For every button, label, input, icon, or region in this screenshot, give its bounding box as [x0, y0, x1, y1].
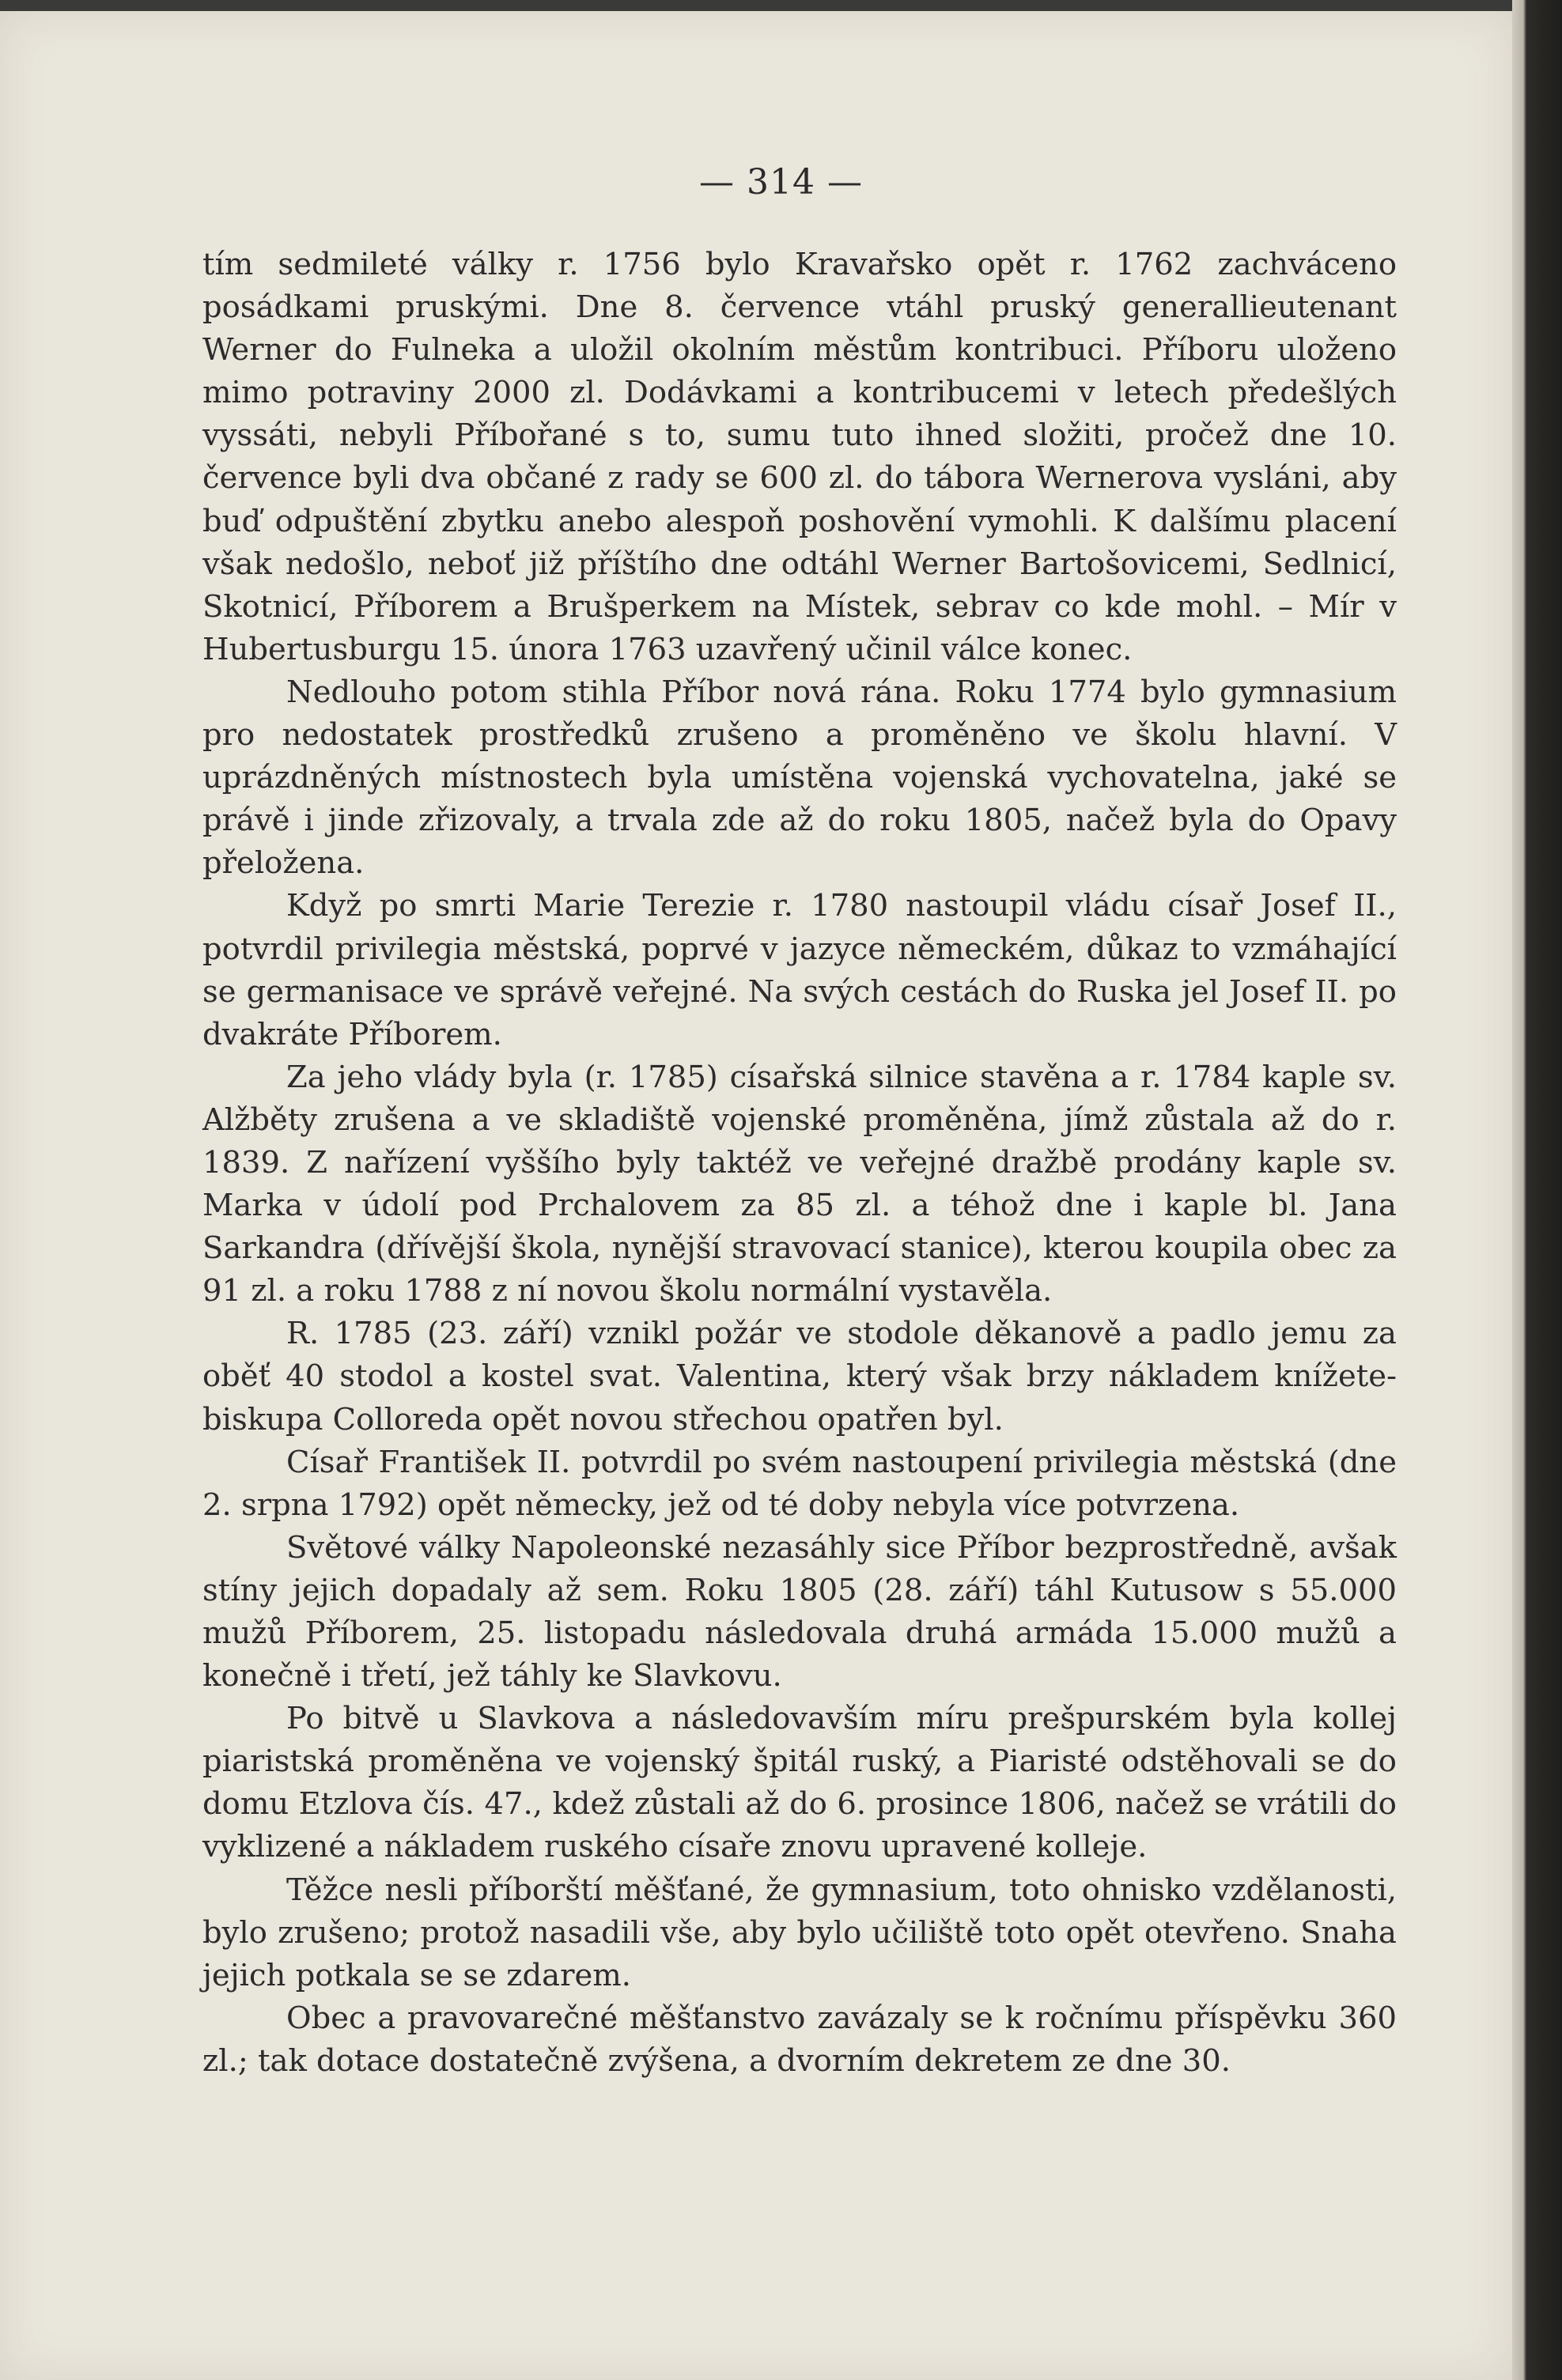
paragraph-4: Za jeho vlády byla (r. 1785) císařská silnice stavěna a r. 1784 kaple sv. Alžběty zrušena a ve skladiště vojenské proměněna, jímž zůstala až do r. 1839. Z nařízení vyššího byly taktéž ve veřejné dražbě prodány kaple sv. Marka v údolí pod Prchalovem za 85 zl. a téhož dne i kaple bl. Jana Sarkandra (dřívější škola, nynější stravovací stanice), kterou koupila obec za 91 zl. a roku 1788 z ní novou školu normální vystavěla. — [202, 1059, 1397, 1309]
page-number: — 314 — — [699, 162, 863, 202]
paragraph-8: Po bitvě u Slavkova a následovavším míru prešpurském byla kollej piaristská proměněna ve vojenský špitál ruský, a Piaristé odstěhovali se do domu Etzlova čís. 47., kdež zůstali až do 6. prosince 1806, načež se vrátili do vyklizené a nákladem ruského císaře znovu upravené kolleje. — [202, 1701, 1397, 1865]
paragraph-2: Nedlouho potom stihla Příbor nová rána. Roku 1774 bylo gymnasium pro nedostatek prostředků zrušeno a proměněno ve školu hlavní. V uprázdněných místnostech byla umístěna vojenská vychovatelna, jaké se právě i jinde zřizovaly, a trvala zde až do roku 1805, načež byla do Opavy přeložena. — [202, 674, 1397, 882]
paragraph-3: Když po smrti Marie Terezie r. 1780 nastoupil vládu císař Josef II., potvrdil privilegia městská, poprvé v jazyce německém, důkaz to vzmáhající se germanisace ve správě veřejné. Na svých cestách do Ruska jel Josef II. po dvakráte Příborem. — [202, 888, 1397, 1052]
page-text — [202, 244, 1397, 2083]
paragraph-5: R. 1785 (23. září) vznikl požár ve stodole děkanově a padlo jemu za oběť 40 stodol a kostel svat. Valentina, který však brzy nákladem knížete-biskupa Colloreda opět novou střechou opatřen byl. — [202, 1316, 1397, 1437]
paragraph-6: Císař František II. potvrdil po svém nastoupení privilegia městská (dne 2. srpna 1792) opět německy, jež od té doby nebyla více potvrzena. — [202, 1444, 1397, 1523]
paragraph-1: tím sedmileté války r. 1756 bylo Kravařsko opět r. 1762 zachváceno posádkami pruskými. Dne 8. července vtáhl pruský generallieutenant Werner do Fulneka a uložil okolním městům kontribuci. Příboru uloženo mimo potraviny 2000 zl. Dodávkami a kontribucemi v letech předešlých vyssáti, nebyli Příbořané s to, sumu tuto ihned složiti, pročež dne 10. července byli dva občané z rady se 600 zl. do tábora Wernerova vysláni, aby buď odpuštění zbytku anebo alespoň poshovění vymohli. K dalšímu placení však nedošlo, neboť již příštího dne odtáhl Werner Bartošovicemi, Sedlnicí, Skotnicí, Příborem a Brušperkem na Místek, sebrav co kde mohl. – Mír v Hubertusburgu 15. února 1763 uzavřený učinil válce konec. — [202, 247, 1397, 667]
paragraph-10: Obec a pravovarečné měšťanstvo zavázaly se k ročnímu příspěvku 360 zl.; tak dotace dostatečně zvýšena, a dvorním dekretem ze dne 30. — [202, 2000, 1397, 2079]
page-edge-shadow — [1512, 0, 1562, 2380]
paragraph-7: Světové války Napoleonské nezasáhly sice Příbor bezprostředně, avšak stíny jejich dopadaly až sem. Roku 1805 (28. září) táhl Kutusow s 55.000 mužů Příborem, 25. listopadu následovala druhá armáda 15.000 mužů a konečně i třetí, jež táhly ke Slavkovu. — [202, 1529, 1397, 1694]
paragraph-9: Těžce nesli příborští měšťané, že gymnasium, toto ohnisko vzdělanosti, bylo zrušeno; protož nasadili vše, aby bylo učiliště toto opět otevřeno. Snaha jejich potkala se se zdarem. — [202, 1872, 1397, 1993]
